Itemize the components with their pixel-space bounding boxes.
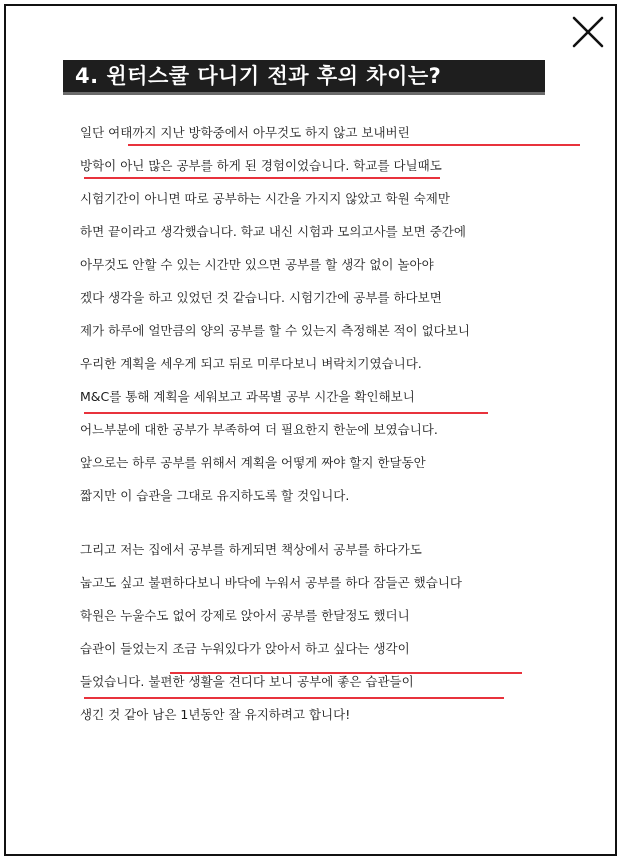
paragraph-gap [80,512,560,533]
essay-line: 일단 여태까지 지난 방학중에서 아무것도 하지 않고 보내버린 [80,125,410,140]
essay-line: 짧지만 이 습관을 그대로 유지하도록 할 것입니다. [80,488,350,503]
essay-line: 그리고 저는 집에서 공부를 하게되면 책상에서 공부를 하다가도 [80,542,422,557]
essay-line: 생긴 것 같아 남은 1년동안 잘 유지하려고 합니다! [80,707,351,722]
essay-line: 습관이 들었는지 조금 누워있다가 앉아서 하고 싶다는 생각이 [80,641,410,656]
essay-line: 어느부분에 대한 공부가 부족하여 더 필요한지 한눈에 보였습니다. [80,422,438,437]
essay-line: 눕고도 싶고 불편하다보니 바닥에 누워서 공부를 하다 잠들곤 했습니다 [80,575,462,590]
essay-line: 방학이 아닌 많은 공부를 하게 된 경험이었습니다. 학교를 다닐때도 [80,158,442,173]
essay-line: M&C를 통해 계획을 세워보고 과목별 공부 시간을 확인해보니 [80,389,415,404]
essay-line: 앞으로는 하루 공부를 위해서 계획을 어떻게 짜야 할지 한달동안 [80,455,426,470]
essay-line: 들었습니다. 불편한 생활을 견디다 보니 공부에 좋은 습관들이 [80,674,414,689]
essay-line: 겠다 생각을 하고 있었던 것 같습니다. 시험기간에 공부를 하다보면 [80,290,442,305]
essay-line: 학원은 누울수도 없어 강제로 앉아서 공부를 한달정도 했더니 [80,608,410,623]
close-button[interactable] [570,14,606,50]
highlight-underline [84,412,488,414]
highlight-underline [84,697,504,699]
essay-line: 시험기간이 아니면 따로 공부하는 시간을 가지지 않았고 학원 숙제만 [80,191,450,206]
highlight-underline [128,144,580,146]
section-title-bar [63,60,545,95]
close-icon [570,14,606,50]
highlight-underline [84,177,440,179]
essay-line: 제가 하루에 얼만큼의 양의 공부를 할 수 있는지 측정해본 적이 없다보니 [80,323,470,338]
handwritten-essay [80,116,560,731]
highlight-underline [170,672,522,674]
essay-line: 아무것도 안할 수 있는 시간만 있으면 공부를 할 생각 없이 놀아야 [80,257,434,272]
essay-line: 우리한 계획을 세우게 되고 뒤로 미루다보니 벼락치기였습니다. [80,356,422,371]
essay-line: 하면 끝이라고 생각했습니다. 학교 내신 시험과 모의고사를 보면 중간에 [80,224,466,239]
section-title: 4. 윈터스쿨 다니기 전과 후의 차이는? [75,64,442,88]
